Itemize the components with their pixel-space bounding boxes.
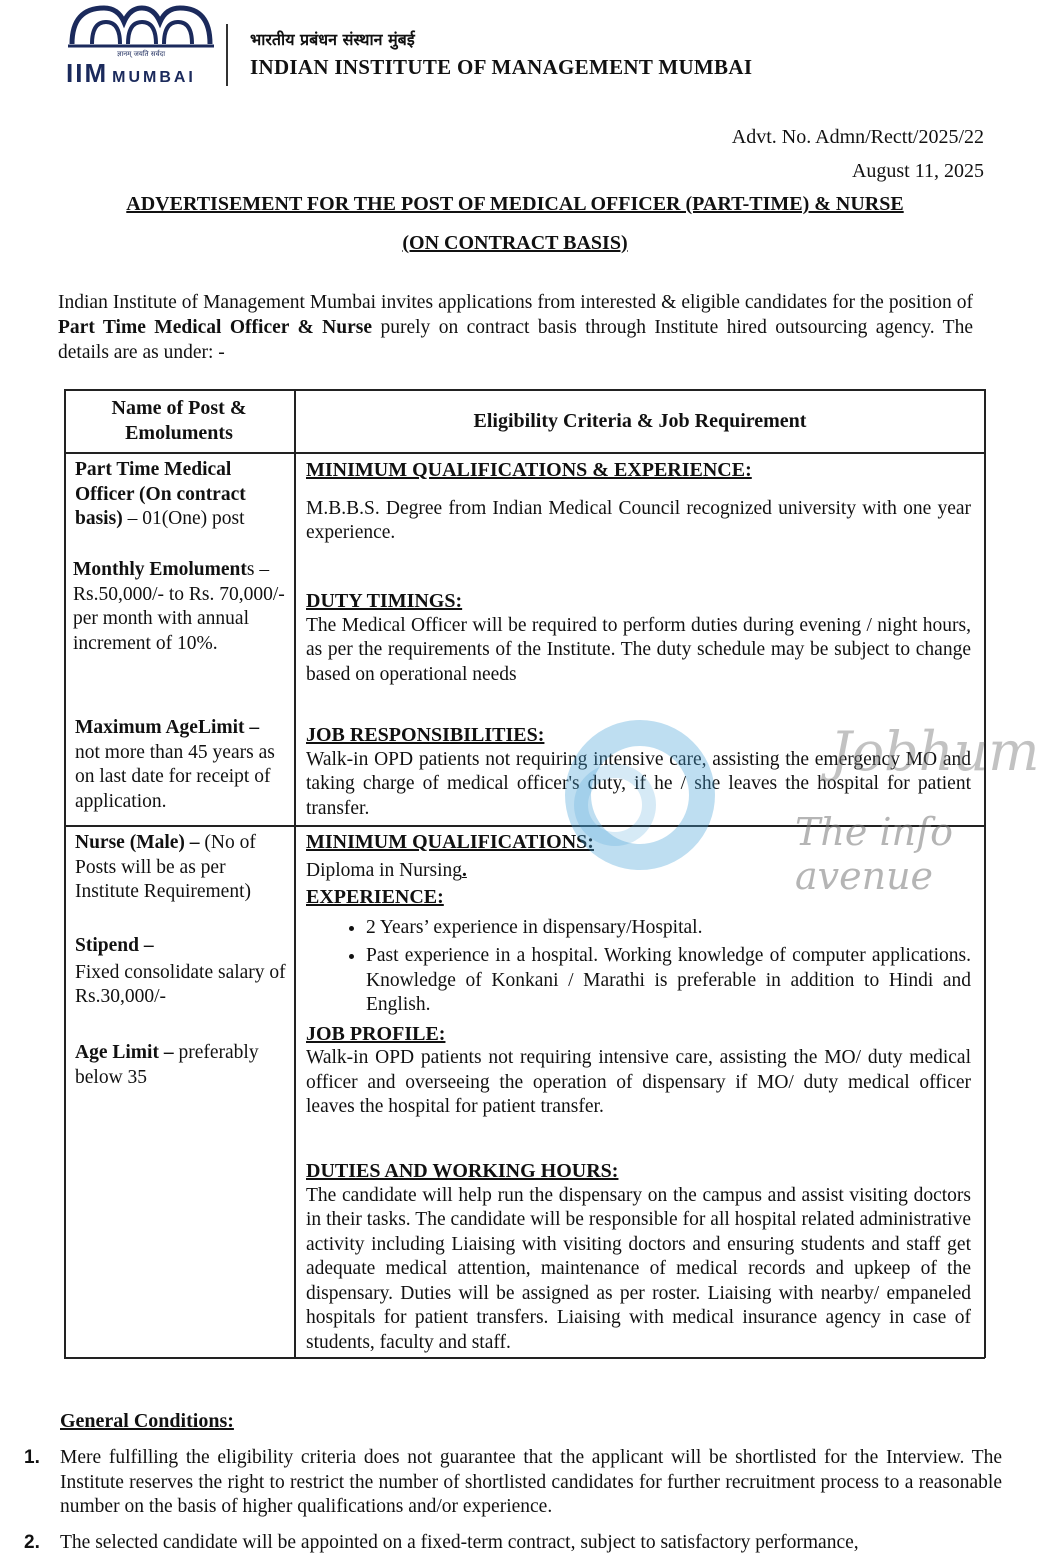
nurse-qualification-text: Diploma in Nursing	[306, 859, 462, 881]
mo-qualification-heading: MINIMUM QUALIFICATIONS & EXPERIENCE:	[306, 459, 752, 481]
watermark-signature: Jobhum	[830, 720, 1040, 783]
nurse-post-name: Nurse (Male) –	[75, 832, 200, 853]
nurse-stipend-value: Fixed consolidate salary of Rs.30,000/-	[75, 961, 286, 1007]
mo-post	[75, 458, 287, 532]
nurse-profile-heading: JOB PROFILE:	[306, 1022, 446, 1045]
mo-emoluments	[73, 558, 291, 656]
advt-block	[732, 120, 984, 188]
nurse-qualification-heading: MINIMUM QUALIFICATIONS:	[306, 831, 594, 853]
nurse-duties	[306, 1159, 971, 1355]
nurse-stipend-label: Stipend –	[75, 935, 154, 956]
table-header-criteria: Eligibility Criteria & Job Requirement	[473, 410, 807, 432]
nurse-age-value: preferably below 35	[75, 1042, 259, 1088]
nurse-qualification-dot: .	[462, 859, 467, 881]
table-header-post: Name of Post & Emoluments	[111, 397, 247, 444]
mo-emoluments-value: s – Rs.50,000/- to Rs. 70,000/- per month with annual increment of 10%.	[73, 559, 285, 654]
nurse-post	[75, 831, 275, 905]
nurse-experience-heading: EXPERIENCE:	[306, 886, 444, 908]
condition-text: The selected candidate will be appointed on a fixed-term contract, subject to satisfactory performance,	[60, 1532, 859, 1553]
nurse-experience-list	[306, 916, 971, 1018]
mo-duty-text: The Medical Officer will be required to perform duties during evening / night hours, as per the requirements of the Institute. The duty schedule may be subject to change based on operational needs	[306, 614, 971, 685]
mo-qualification-text: M.B.B.S. Degree from Indian Medical Council recognized university with one year experience.	[306, 497, 971, 543]
nurse-duties-text: The candidate will help run the dispensary on the campus and assist visiting doctors in their tasks. The candidate will be responsible for all hospital related administrative activity including Liaising with visiting doctors and ensuring students and staff get adequate medical attention, maintenance of medical records and upkeep of the dispensary. Duties will be assigned as per roster. Liaising with nearby/ empaneled hospitals for patient transfers. Liaising with medical insurance agency in case of students, faculty and staff.	[306, 1184, 971, 1353]
mo-responsibilities-text: Walk-in OPD patients not requiring intensive care, assisting the emergency MO and taking charge of medical officer's duty, if he / she leaves the hospital for patient transfer.	[306, 748, 971, 819]
mo-age-value: not more than 45 years as on last date for receipt of application.	[75, 741, 275, 812]
list-item: • 2 Years’ experience in dispensary/Hospital.	[366, 916, 971, 941]
mo-age-limit	[75, 716, 287, 814]
intro-part1: Indian Institute of Management Mumbai invites applications from interested & eligible candidates for the position of	[58, 292, 973, 313]
mo-duty	[306, 589, 971, 687]
intro-paragraph	[58, 290, 973, 365]
logo-brand: IIM	[66, 58, 109, 88]
intro-posts: Part Time Medical Officer & Nurse	[58, 317, 373, 338]
page-subtitle: (ON CONTRACT BASIS)	[402, 232, 628, 254]
watermark-tagline: The info avenue	[795, 810, 953, 898]
mo-age-label: Maximum AgeLimit –	[75, 717, 260, 738]
condition-number: 2.	[24, 1532, 40, 1553]
logo-city: MUMBAI	[112, 69, 196, 86]
condition-text: Mere fulfilling the eligibility criteria does not guarantee that the applicant will be shortlisted for the Interview. The Institute reserves the right to restrict the number of shortlisted candidates for further recruitment process to a reasonable number on the basis of higher qualifications and/or experience.	[60, 1447, 1002, 1517]
mo-responsibilities-heading: JOB RESPONSIBILITIES:	[306, 724, 545, 746]
condition-item	[24, 1446, 1002, 1520]
header-divider	[226, 24, 228, 86]
nurse-post-count: (No of Posts will be as per Institute Requirement)	[75, 832, 256, 902]
mo-emoluments-label: Monthly Emolument	[73, 559, 247, 580]
nurse-age-limit	[75, 1041, 287, 1090]
advt-number: Advt. No. Admn/Rectt/2025/22	[731, 126, 984, 148]
advt-date: August 11, 2025	[851, 160, 984, 182]
intro-part2: purely on contract basis through Institute hired outsourcing agency. The details are as under: -	[58, 317, 973, 363]
nurse-profile-text: Walk-in OPD patients not requiring intensive care, assisting the MO/ duty medical officer and overseeing the operation of dispensary if MO/ duty medical officer leaves the hospital for patient transfer.	[306, 1047, 971, 1117]
condition-number: 1.	[24, 1447, 40, 1468]
logo-wordmark	[66, 58, 196, 89]
nurse-duties-heading: DUTIES AND WORKING HOURS:	[306, 1160, 619, 1182]
institute-name: INDIAN INSTITUTE OF MANAGEMENT MUMBAI	[250, 55, 753, 79]
condition-item	[24, 1531, 1002, 1556]
nurse-age-label: Age Limit –	[75, 1042, 174, 1063]
mo-criteria	[306, 458, 971, 546]
nurse-stipend	[75, 934, 287, 1010]
mo-duty-heading: DUTY TIMINGS:	[306, 590, 463, 612]
mo-post-name: Part Time Medical Officer (On contract basis)	[75, 459, 246, 529]
mo-post-count: – 01(One) post	[122, 508, 245, 529]
logo-motto: ज्ञानम् जयति सर्वदा	[116, 50, 166, 58]
list-item: • Past experience in a hospital. Working knowledge of computer applications. Knowledge of Konkani / Marathi is preferable in addition to Hindi and English.	[366, 944, 971, 1018]
page-title: ADVERTISEMENT FOR THE POST OF MEDICAL OFFICER (PART-TIME) & NURSE	[126, 193, 904, 215]
mo-responsibilities	[306, 723, 971, 821]
general-conditions-heading: General Conditions:	[60, 1410, 234, 1432]
institute-name-hindi: भारतीय प्रबंधन संस्थान मुंबई	[250, 30, 415, 49]
